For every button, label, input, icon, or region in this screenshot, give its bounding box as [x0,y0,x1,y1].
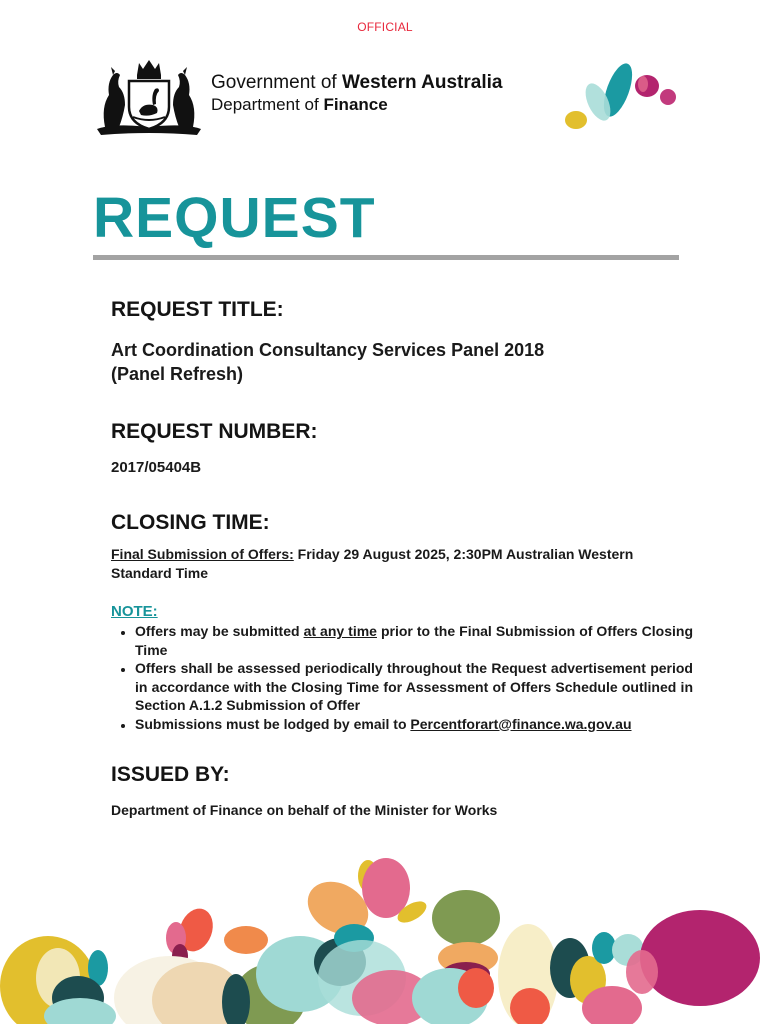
decorative-pebbles-icon [0,848,770,1024]
page-heading: REQUEST [93,186,376,250]
coat-of-arms-icon [93,57,205,137]
department-bold: Finance [323,95,388,114]
note-item-assessment [135,659,693,715]
note-item-any-time [135,622,693,659]
submission-email-link[interactable]: Percentforart@finance.wa.gov.au [410,715,632,732]
brand-shapes-icon [560,62,685,134]
agency-name [211,72,502,116]
issued-by-value: Department of Finance on behalf of the Minister for Works [111,802,498,818]
request-details [111,298,693,820]
heading-divider [93,255,679,260]
government-prefix: Government of [211,72,342,93]
department-line [211,94,502,116]
final-submission-label: Final Submission of Offers: [111,546,294,562]
issued-by-heading: ISSUED BY: [111,763,230,786]
note-list [111,622,693,733]
note-item-text: prior to the Final Submission of Offers Closing Time [135,623,694,658]
government-line [211,72,502,94]
closing-time-heading: CLOSING TIME: [111,511,270,534]
note-item-text: Offers shall be assessed periodically throughout the Request advertisement period in accordance with the Closing Time for Assessment of Offers Schedule outlined in Section A.1.2 Submission of Offer [135,660,693,713]
request-title-heading: REQUEST TITLE: [111,298,284,321]
closing-time-value [111,545,651,583]
government-bold: Western Australia [341,72,503,93]
request-number-heading: REQUEST NUMBER: [111,420,318,443]
note-item-underline: at any time [303,623,377,639]
note-heading: NOTE: [111,603,158,620]
department-prefix: Department of [211,95,324,114]
request-number-value: 2017/05404B [111,459,202,476]
classification-label: OFFICIAL [357,20,413,34]
request-title-line1: Art Coordination Consultancy Services Panel 2018 [111,340,545,360]
final-submission-datetime: Friday 29 August 2025, 2:30PM Australian Western Standard Time [111,546,634,581]
note-item-text: Submissions must be lodged by email to [135,715,411,732]
note-item-text: Offers may be submitted [135,623,304,639]
note-item-email [135,715,693,734]
request-title-line2: (Panel Refresh) [111,364,244,384]
